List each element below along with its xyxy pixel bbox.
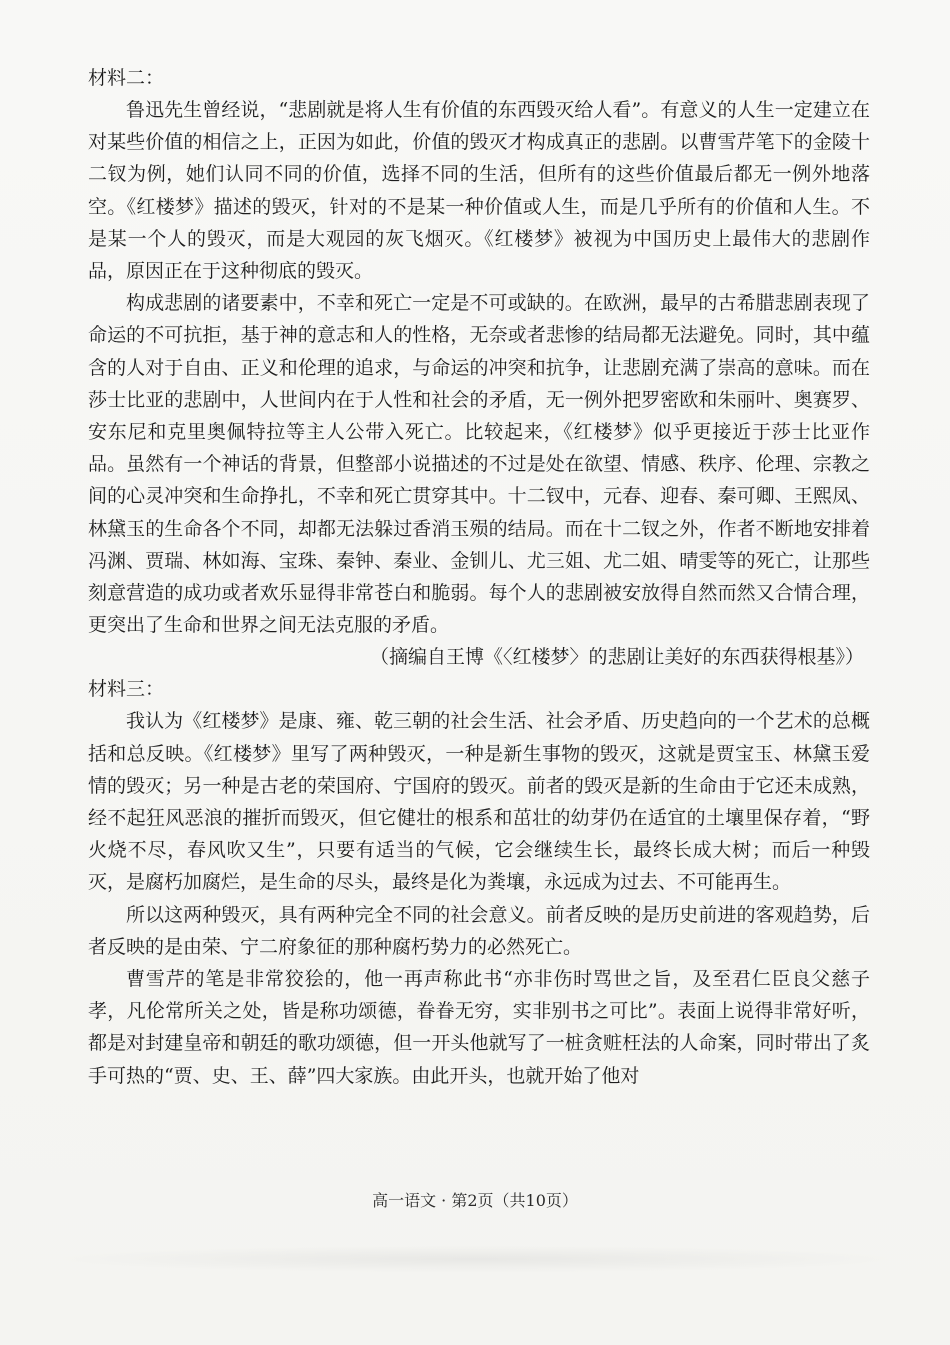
- material-2-source-citation: （摘编自王博《〈红楼梦〉的悲剧让美好的东西获得根基》）: [369, 646, 864, 669]
- material-3-paragraph-1: 我认为《红楼梦》是康、雍、乾三朝的社会生活、社会矛盾、历史趋向的一个艺术的总概括和总反映。《红楼梦》里写了两种毁灭，一种是新生事物的毁灭，这就是贾宝玉、林黛玉爱情的毁灭；另一种是古老的荣国府、宁国府的毁灭。前者的毁灭是新的生命由于它还未成熟，经不起狂风恶浪的摧折而毁灭，但它健壮的根系和茁壮的幼芽仍在适宜的土壤里保存着，“野火烧不尽，春风吹又生”，只要有适当的气候，它会继续生长，最终长成大树；而后一种毁灭，是腐朽加腐烂，是生命的尽头，最终是化为粪壤，永远成为过去、不可能再生。: [88, 710, 870, 894]
- material-2-paragraph-2: 构成悲剧的诸要素中，不幸和死亡一定是不可或缺的。在欧洲，最早的古希腊悲剧表现了命运的不可抗拒，基于神的意志和人的性格，无奈或者悲惨的结局都无法避免。同时，其中蕴含的人对于自由、正义和伦理的追求，与命运的冲突和抗争，让悲剧充满了崇高的意味。而在莎士比亚的悲剧中，人世间内在于人性和社会的矛盾，无一例外把罗密欧和朱丽叶、奥赛罗、安东尼和克里奥佩特拉等主人公带入死亡。比较起来，《红楼梦》似乎更接近于莎士比亚作品。虽然有一个神话的背景，但整部小说描述的不过是处在欲望、情感、秩序、伦理、宗教之间的心灵冲突和生命挣扎，不幸和死亡贯穿其中。十二钗中，元春、迎春、秦可卿、王熙凤、林黛玉的生命各个不同，却都无法躲过香消玉殒的结局。而在十二钗之外，作者不断地安排着冯渊、贾瑞、林如海、宝珠、秦钟、秦业、金钏儿、尤三姐、尤二姐、晴雯等的死亡，让那些刻意营造的成功或者欢乐显得非常苍白和脆弱。每个人的悲剧被安放得自然而然又合情合理，更突出了生命和世界之间无法克服的矛盾。: [88, 292, 870, 637]
- page-footer: 高一语文 · 第2页（共10页）: [372, 1191, 578, 1210]
- material-3-paragraph-3: 曹雪芹的笔是非常狡狯的，他一再声称此书“亦非伤时骂世之旨，及至君仁臣良父慈子孝，凡伦常所关之处，皆是称功颂德，眷眷无穷，实非别书之可比”。表面上说得非常好听，都是对封建皇帝和朝廷的歌功颂德，但一开头他就写了一桩贪赃枉法的人命案，同时带出了炙手可热的“贾、史、王、薛”四大家族。由此开头，也就开始了他对: [88, 968, 870, 1087]
- page-body: [88, 62, 870, 1092]
- material-2-label: 材料二：: [88, 67, 165, 89]
- material-2-paragraph-1: 鲁迅先生曾经说，“悲剧就是将人生有价值的东西毁灭给人看”。有意义的人生一定建立在对某些价值的相信之上，正因为如此，价值的毁灭才构成真正的悲剧。以曹雪芹笔下的金陵十二钗为例，她们认同不同的价值，选择不同的生活，但所有的这些价值最后都无一例外地落空。《红楼梦》描述的毁灭，针对的不是某一种价值或人生，而是几乎所有的价值和人生。不是某一个人的毁灭，而是大观园的灰飞烟灭。《红楼梦》被视为中国历史上最伟大的悲剧作品，原因正在于这种彻底的毁灭。: [88, 99, 870, 283]
- material-3-label: 材料三：: [88, 678, 165, 701]
- material-3-paragraph-2: 所以这两种毁灭，具有两种完全不同的社会意义。前者反映的是历史前进的客观趋势，后者反映的是由荣、宁二府象征的那种腐朽势力的必然死亡。: [88, 903, 870, 958]
- scan-smudge: [40, 1245, 910, 1273]
